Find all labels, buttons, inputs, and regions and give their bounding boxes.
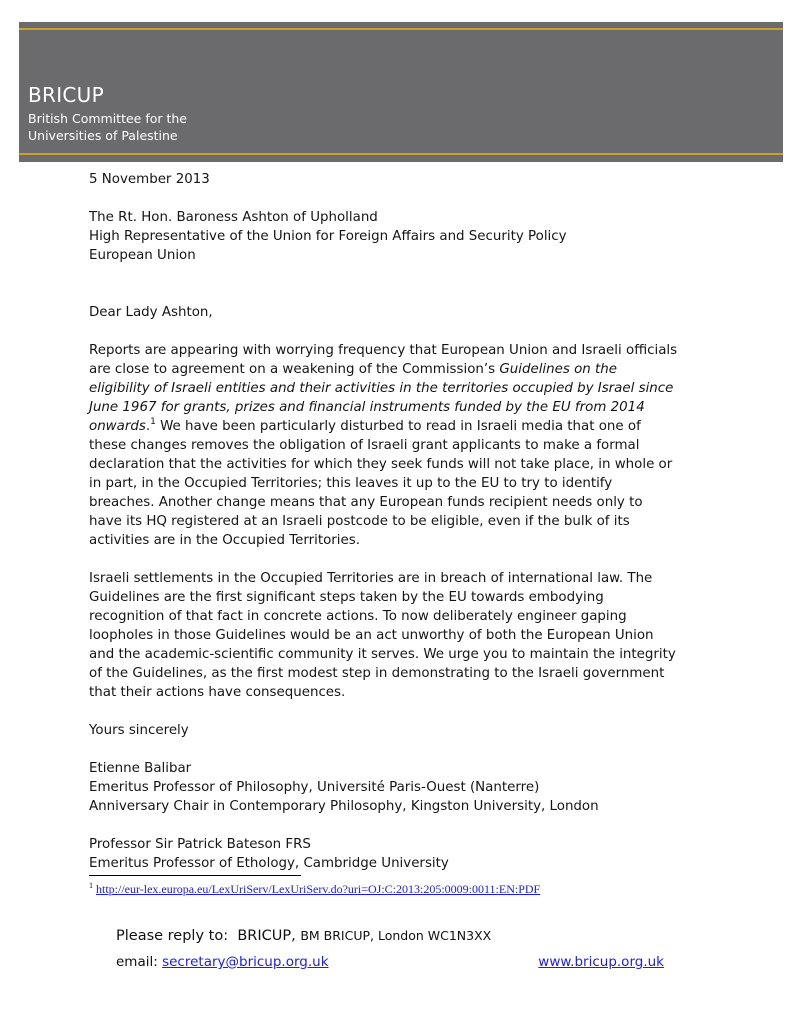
- org-subtitle: [28, 110, 228, 144]
- contact-row: [116, 954, 664, 970]
- signatory-title: Emeritus Professor of Ethology, Cambridge University: [89, 856, 449, 871]
- org-name: BRICUP: [28, 83, 104, 107]
- email-link[interactable]: secretary@bricup.org.uk: [162, 954, 329, 970]
- letterhead-banner: [19, 22, 783, 162]
- letter-body: [89, 170, 679, 892]
- org-subtitle-line1: British Committee for the: [28, 111, 188, 126]
- paragraph-1-rest: We have been particularly disturbed to read in Israeli media that one of these changes removes the obligation of Israeli grant applicants to make a formal declaration that the activities for which they seek funds will not take place, in whole or in part, in the Occupied Territories; this leaves it up to the EU to try to identify breaches. Another change means that any European funds recipient needs only to have its HQ registered at an Israeli postcode to be eligible, even if the bulk of its activities are in the Occupied Territories.: [89, 419, 673, 548]
- reply-org: BRICUP,: [237, 928, 296, 944]
- paragraph-2: Israeli settlements in the Occupied Territories are in breach of international law. The Guidelines are the first significant steps taken by the EU towards embodying recognition of that fact in concrete actions. To now deliberately engineer gaping loopholes in those Guidelines would be an act unworthy of both the European Union and the academic-scientific community it serves. We urge you to maintain the integrity of the Guidelines, as the first modest step in demonstrating to the Israeli government that their actions have consequences.: [89, 571, 676, 700]
- website-link[interactable]: www.bricup.org.uk: [538, 954, 664, 970]
- reply-address: [116, 928, 491, 944]
- org-subtitle-line2: Universities of Palestine: [28, 128, 178, 143]
- guidelines-title: Guidelines on the eligibility of Israeli entities and their activities in the territories occupied by Israel since June 1967 for grants, prizes and financial instruments funded by the EU from 2014 onwards: [89, 362, 674, 434]
- footnote-link[interactable]: http://eur-lex.europa.eu/LexUriServ/LexUriServ.do?uri=OJ:C:2013:205:0009:0011:EN:PDF: [96, 882, 541, 896]
- signatory-title: Anniversary Chair in Contemporary Philosophy, Kingston University, London: [89, 799, 599, 814]
- signatory: [89, 835, 679, 873]
- salutation: Dear Lady Ashton,: [89, 305, 213, 320]
- footnote: [89, 882, 540, 897]
- reply-postal-address: BM BRICUP, London WC1N3XX: [300, 928, 492, 943]
- closing: Yours sincerely: [89, 723, 189, 738]
- footnote-number: 1: [89, 881, 93, 890]
- paragraph-1-period: .: [145, 419, 151, 434]
- signatory-name: Professor Sir Patrick Bateson FRS: [89, 837, 311, 852]
- top-gold-rule: [19, 28, 783, 30]
- letter-date: 5 November 2013: [89, 172, 210, 187]
- signatory-title: Emeritus Professor of Philosophy, Université Paris-Ouest (Nanterre): [89, 780, 540, 795]
- signatory: [89, 759, 679, 816]
- bottom-gold-rule: [19, 153, 783, 155]
- email-label: email:: [116, 954, 158, 970]
- recipient-line: European Union: [89, 248, 196, 263]
- footnote-ref[interactable]: 1: [150, 417, 156, 427]
- paragraph-1-text: Reports are appearing with worrying frequency that European Union and Israeli officials are close to agreement on a weakening of the Commission’s: [89, 343, 678, 377]
- recipient-line: High Representative of the Union for Foreign Affairs and Security Policy: [89, 229, 567, 244]
- footnote-separator: [89, 875, 301, 876]
- paragraph-1: [89, 341, 679, 550]
- recipient-line: The Rt. Hon. Baroness Ashton of Upholland: [89, 210, 378, 225]
- signatory-name: Etienne Balibar: [89, 761, 192, 776]
- recipient-address: [89, 208, 679, 265]
- reply-label: Please reply to:: [116, 928, 229, 944]
